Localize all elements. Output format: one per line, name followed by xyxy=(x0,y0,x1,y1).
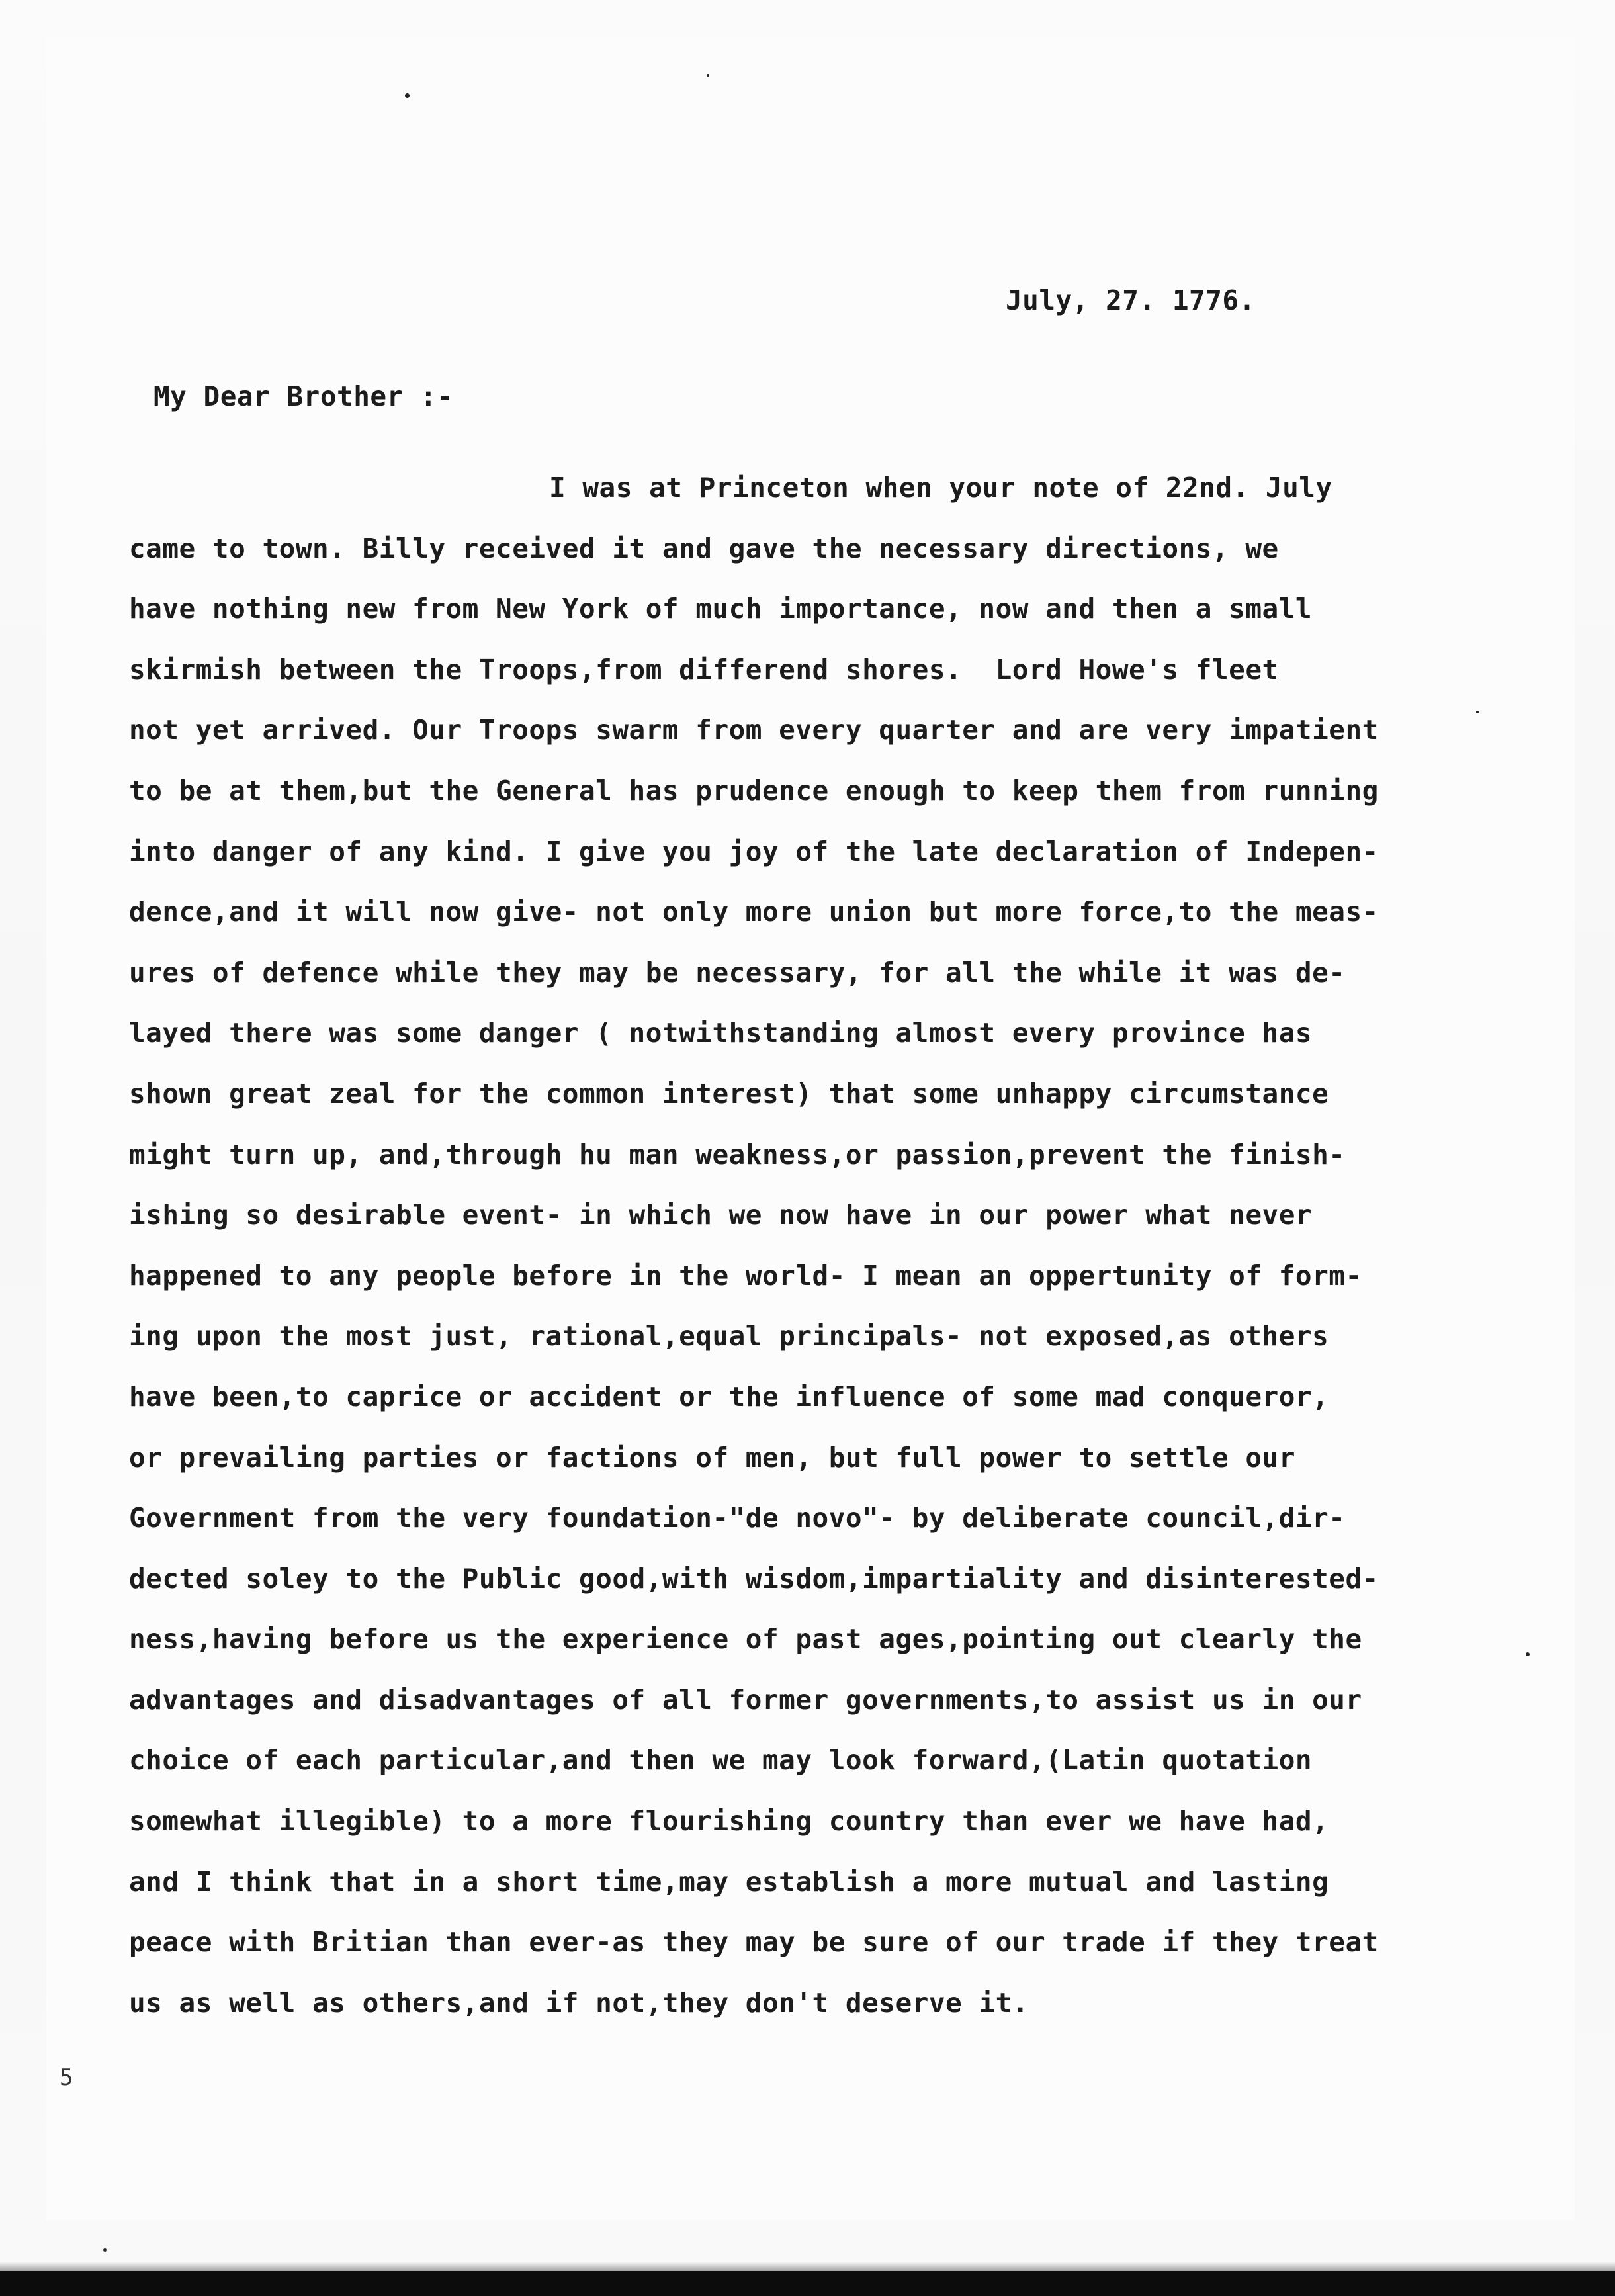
body-line: Government from the very foundation-"de novo"- by deliberate council,dir- xyxy=(129,1502,1346,1534)
scan-bottom-border xyxy=(0,2271,1615,2296)
body-line: us as well as others,and if not,they don't deserve it. xyxy=(129,1986,1029,2019)
body-line: ness,having before us the experience of past ages,pointing out clearly the xyxy=(129,1623,1362,1656)
body-line: I was at Princeton when your note of 22nd. July xyxy=(549,472,1332,504)
letter-salutation: My Dear Brother :- xyxy=(153,380,454,412)
body-line: into danger of any kind. I give you joy of the late declaration of Indepen- xyxy=(129,835,1379,867)
body-line: came to town. Billy received it and gave the necessary directions, we xyxy=(129,532,1279,564)
body-line: or prevailing parties or factions of men, but full power to settle our xyxy=(129,1441,1295,1474)
body-line: layed there was some danger ( notwithstanding almost every province has xyxy=(129,1017,1313,1049)
body-line: advantages and disadvantages of all former governments,to assist us in our xyxy=(129,1683,1362,1716)
body-line: to be at them,but the General has prudence enough to keep them from running xyxy=(129,774,1379,807)
body-line: somewhat illegible) to a more flourishing country than ever we have had, xyxy=(129,1805,1329,1837)
body-line: and I think that in a short time,may establish a more mutual and lasting xyxy=(129,1865,1329,1898)
body-line: dected soley to the Public good,with wisdom,impartiality and disinterested- xyxy=(129,1562,1379,1595)
body-line: might turn up, and,through hu man weakness,or passion,prevent the finish- xyxy=(129,1138,1346,1170)
scan-edge-shadow xyxy=(0,2262,1615,2271)
body-line: ures of defence while they may be necessary, for all the while it was de- xyxy=(129,956,1346,989)
body-line: happened to any people before in the world- I mean an oppertunity of form- xyxy=(129,1259,1362,1292)
letter-body xyxy=(129,468,1518,2044)
body-line: skirmish between the Troops,from differend shores. Lord Howe's fleet xyxy=(129,653,1279,685)
body-line: shown great zeal for the common interest) that some unhappy circumstance xyxy=(129,1077,1329,1110)
body-line: dence,and it will now give- not only more union but more force,to the meas- xyxy=(129,896,1379,928)
body-line: peace with Britian than ever-as they may be sure of our trade if they treat xyxy=(129,1926,1379,1959)
body-line: ishing so desirable event- in which we now have in our power what never xyxy=(129,1199,1313,1231)
body-line: have nothing new from New York of much importance, now and then a small xyxy=(129,593,1313,625)
page-number: 5 xyxy=(60,2064,73,2091)
body-line: ing upon the most just, rational,equal principals- not exposed,as others xyxy=(129,1320,1329,1352)
body-line: choice of each particular,and then we may look forward,(Latin quotation xyxy=(129,1744,1313,1777)
body-line: not yet arrived. Our Troops swarm from every quarter and are very impatient xyxy=(129,714,1379,746)
letter-date: July, 27. 1776. xyxy=(1006,285,1256,316)
body-line: have been,to caprice or accident or the influence of some mad conqueror, xyxy=(129,1380,1329,1413)
